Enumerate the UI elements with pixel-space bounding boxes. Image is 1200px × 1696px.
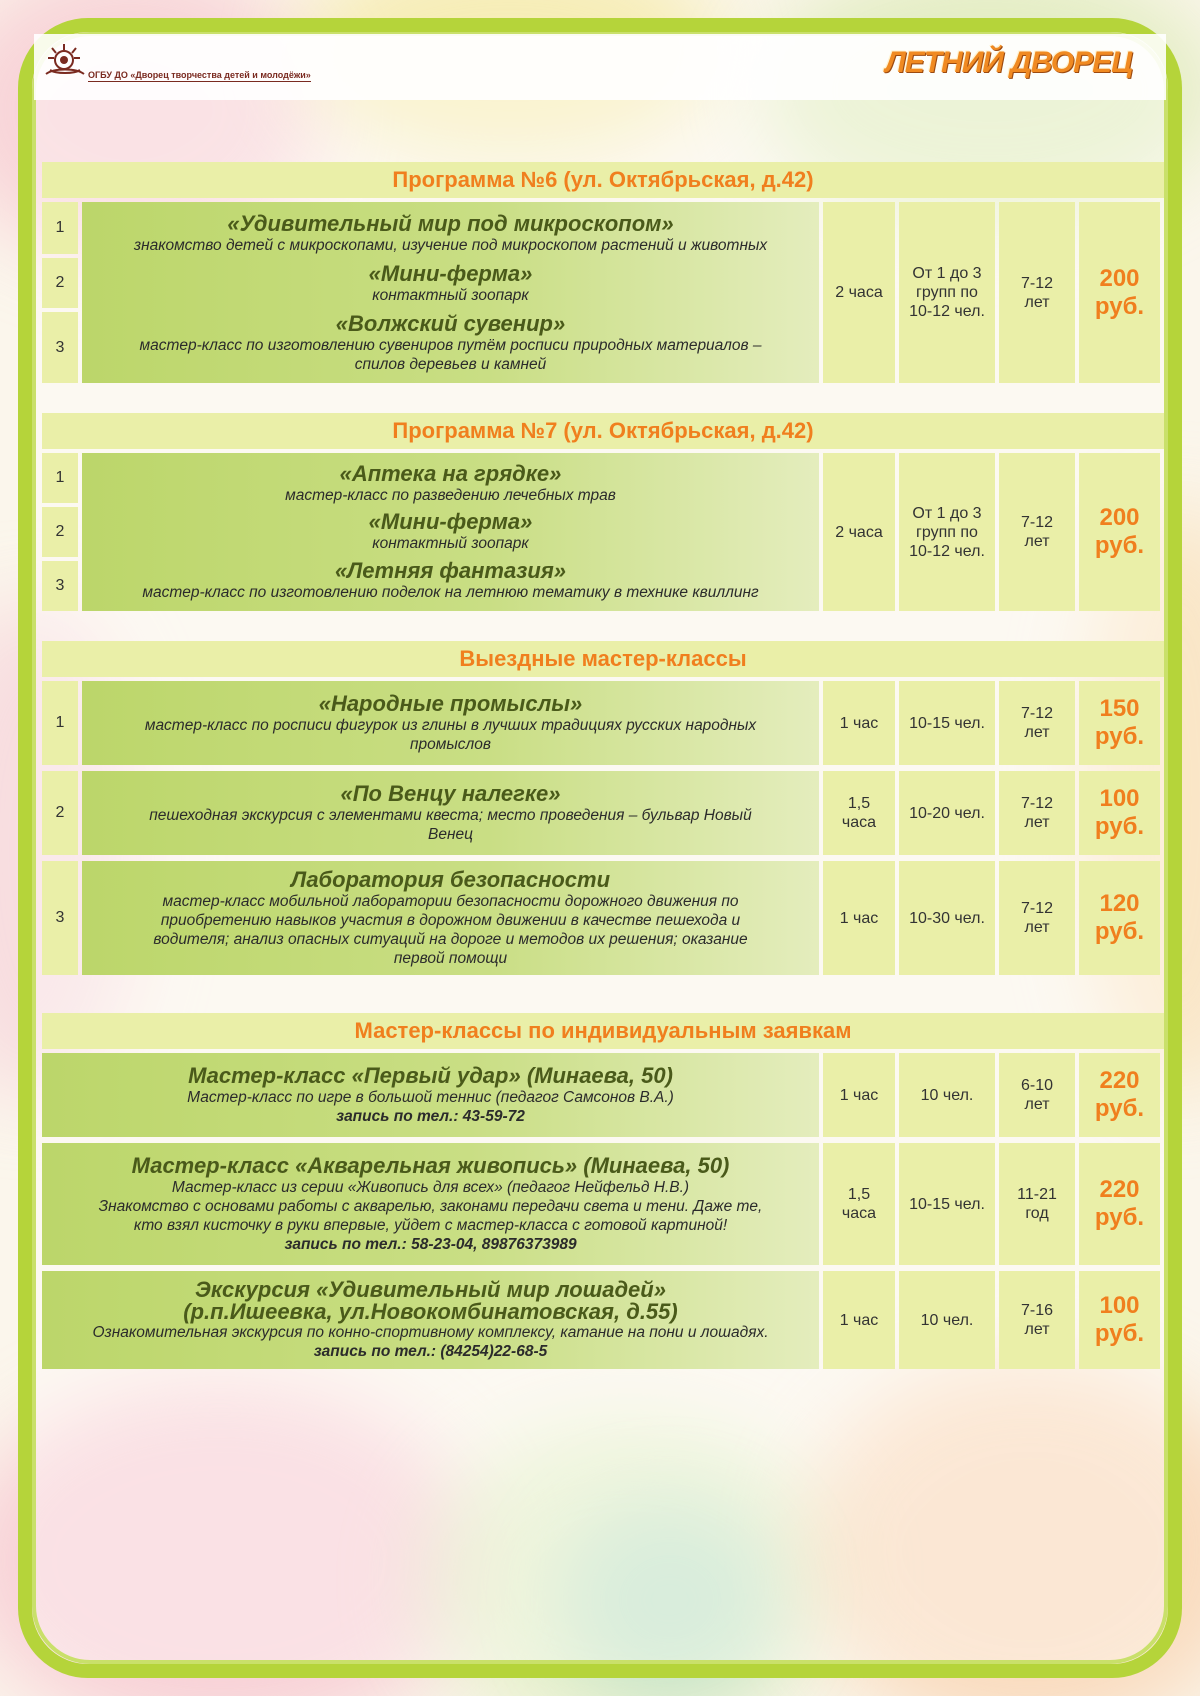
price-cell: 200 руб. xyxy=(1079,202,1160,383)
age-cell: 7-12 лет xyxy=(999,681,1075,765)
program-7-section xyxy=(42,413,1164,611)
group-size-cell: 10-20 чел. xyxy=(899,771,995,855)
age-cell: 7-12 лет xyxy=(999,861,1075,975)
row-number: 3 xyxy=(42,312,78,383)
price-cell: 100 руб. xyxy=(1079,771,1160,855)
age-cell: 7-16 лет xyxy=(999,1271,1075,1369)
price-cell: 100 руб. xyxy=(1079,1271,1160,1369)
program-entry xyxy=(142,559,758,602)
group-size-cell: 10-30 чел. xyxy=(899,861,995,975)
entry-text: Мастер-класс из серии «Живопись для всех» (педагог Нейфельд Н.В.) xyxy=(171,1179,690,1196)
brand-title: ЛЕТНИЙ ДВОРЕЦ xyxy=(885,46,1132,79)
price-cell: 150 руб. xyxy=(1079,681,1160,765)
entry-text: первой помощи xyxy=(393,950,508,967)
entry-text: Мастер-класс по игре в большой теннис (педагог Самсонов В.А.) xyxy=(187,1089,674,1106)
entry-text: мастер-класс мобильной лаборатории безопасности дорожного движения по xyxy=(162,893,739,910)
entry-text: Ознакомительная экскурсия по конно-спортивному комплексу, катание на пони и лошадях. xyxy=(92,1324,769,1341)
individual-masterclasses-section xyxy=(42,1013,1164,1369)
entry-text: знакомство детей с микроскопами, изучение под микроскопом растений и животных xyxy=(133,236,768,254)
row-number: 3 xyxy=(42,861,78,975)
group-size-cell: От 1 до 3 групп по 10-12 чел. xyxy=(899,202,995,383)
entry-text: спилов деревьев и камней xyxy=(354,355,547,373)
duration-cell: 1 час xyxy=(823,1271,895,1369)
section-title: Программа №6 (ул. Октябрьская, д.42) xyxy=(42,162,1164,198)
program-description xyxy=(42,1053,819,1137)
duration-cell: 2 часа xyxy=(823,202,895,383)
entry-title: «Удивительный мир под микроскопом» xyxy=(227,210,674,236)
duration-cell: 1,5 часа xyxy=(823,1143,895,1265)
group-size-cell: 10 чел. xyxy=(899,1053,995,1137)
program-description xyxy=(42,1271,819,1369)
age-cell: 7-12 лет xyxy=(999,771,1075,855)
row-number: 2 xyxy=(42,507,78,557)
program-description xyxy=(82,771,819,855)
programs-content xyxy=(42,162,1164,1399)
price-cell: 220 руб. xyxy=(1079,1143,1160,1265)
row-number: 2 xyxy=(42,258,78,308)
entry-text: Знакомство с основами работы с акварелью, законами передачи света и тени. Даже те, xyxy=(98,1198,763,1215)
program-entry xyxy=(139,312,761,374)
entry-title: (р.п.Ишеевка, ул.Новокомбинатовская, д.55) xyxy=(183,1299,678,1324)
entry-text: кто взял кисточку в руки впервые, уйдет с мастер-класса с готовой картиной! xyxy=(133,1217,728,1234)
organization-name: ОГБУ ДО «Дворец творчества детей и молодёжи» xyxy=(88,70,311,80)
price-cell: 200 руб. xyxy=(1079,453,1160,611)
entry-title: Мастер-класс «Акварельная живопись» (Минаева, 50) xyxy=(131,1153,730,1178)
row-number: 2 xyxy=(42,771,78,855)
entry-text: мастер-класс по изготовлению поделок на летнюю тематику в технике квиллинг xyxy=(142,584,759,602)
phone-text: запись по тел.: 58-23-04, 89876373989 xyxy=(284,1236,577,1253)
entry-text: приобретению навыков участия в дорожном движении в качестве пешехода и xyxy=(160,912,741,929)
row-number: 1 xyxy=(42,453,78,503)
entry-title: Мастер-класс «Первый удар» (Минаева, 50) xyxy=(188,1063,673,1088)
entry-title: «По Венцу налегке» xyxy=(340,781,561,806)
age-cell: 6-10 лет xyxy=(999,1053,1075,1137)
duration-cell: 1 час xyxy=(823,861,895,975)
group-size-cell: 10-15 чел. xyxy=(899,1143,995,1265)
row-number: 1 xyxy=(42,681,78,765)
entry-text: контактный зоопарк xyxy=(372,535,529,553)
program-entry xyxy=(369,262,533,305)
phone-text: запись по тел.: 43-59-72 xyxy=(336,1108,525,1125)
entry-title: «Аптека на грядке» xyxy=(339,460,562,486)
entry-title: Экскурсия «Удивительный мир лошадей» xyxy=(195,1277,666,1302)
duration-cell: 2 часа xyxy=(823,453,895,611)
program-6-section xyxy=(42,162,1164,383)
program-entry xyxy=(369,510,533,553)
entry-text: Венец xyxy=(428,826,473,843)
program-description xyxy=(82,453,819,611)
group-size-cell: 10-15 чел. xyxy=(899,681,995,765)
row-number: 3 xyxy=(42,561,78,611)
entry-text: водителя; анализ опасных ситуаций на дороге и методов их решения; оказание xyxy=(153,931,748,948)
entry-title: «Летняя фантазия» xyxy=(334,558,567,584)
row-number: 1 xyxy=(42,202,78,254)
entry-title: «Народные промыслы» xyxy=(318,691,583,716)
entry-text: мастер-класс по росписи фигурок из глины в лучших традициях русских народных xyxy=(144,717,757,734)
entry-title: «Мини-ферма» xyxy=(368,260,533,286)
group-size-cell: От 1 до 3 групп по 10-12 чел. xyxy=(899,453,995,611)
entry-text: промыслов xyxy=(409,736,491,753)
entry-text: пешеходная экскурсия с элементами квеста; место проведения – бульвар Новый xyxy=(149,807,752,824)
duration-cell: 1 час xyxy=(823,1053,895,1137)
program-description xyxy=(82,681,819,765)
entry-text: контактный зоопарк xyxy=(372,286,529,304)
group-size-cell: 10 чел. xyxy=(899,1271,995,1369)
entry-title: «Волжский сувенир» xyxy=(335,310,566,336)
program-description xyxy=(82,202,819,383)
program-entry xyxy=(285,462,616,505)
section-title: Выездные мастер-классы xyxy=(42,641,1164,677)
price-cell: 220 руб. xyxy=(1079,1053,1160,1137)
duration-cell: 1,5 часа xyxy=(823,771,895,855)
entry-text: мастер-класс по разведению лечебных трав xyxy=(285,486,616,504)
program-entry xyxy=(134,212,767,255)
duration-cell: 1 час xyxy=(823,681,895,765)
price-cell: 120 руб. xyxy=(1079,861,1160,975)
section-title: Программа №7 (ул. Октябрьская, д.42) xyxy=(42,413,1164,449)
entry-title: «Мини-ферма» xyxy=(368,509,533,535)
section-title: Мастер-классы по индивидуальным заявкам xyxy=(42,1013,1164,1049)
age-cell: 7-12 лет xyxy=(999,453,1075,611)
entry-title: Лаборатория безопасности xyxy=(290,867,611,892)
age-cell: 11-21 год xyxy=(999,1143,1075,1265)
age-cell: 7-12 лет xyxy=(999,202,1075,383)
entry-text: мастер-класс по изготовлению сувениров путём росписи природных материалов – xyxy=(139,336,762,354)
outdoor-masterclasses-section xyxy=(42,641,1164,975)
program-description xyxy=(42,1143,819,1265)
palace-logo-icon xyxy=(40,40,90,82)
program-description xyxy=(82,861,819,975)
phone-text: запись по тел.: (84254)22-68-5 xyxy=(313,1343,548,1360)
